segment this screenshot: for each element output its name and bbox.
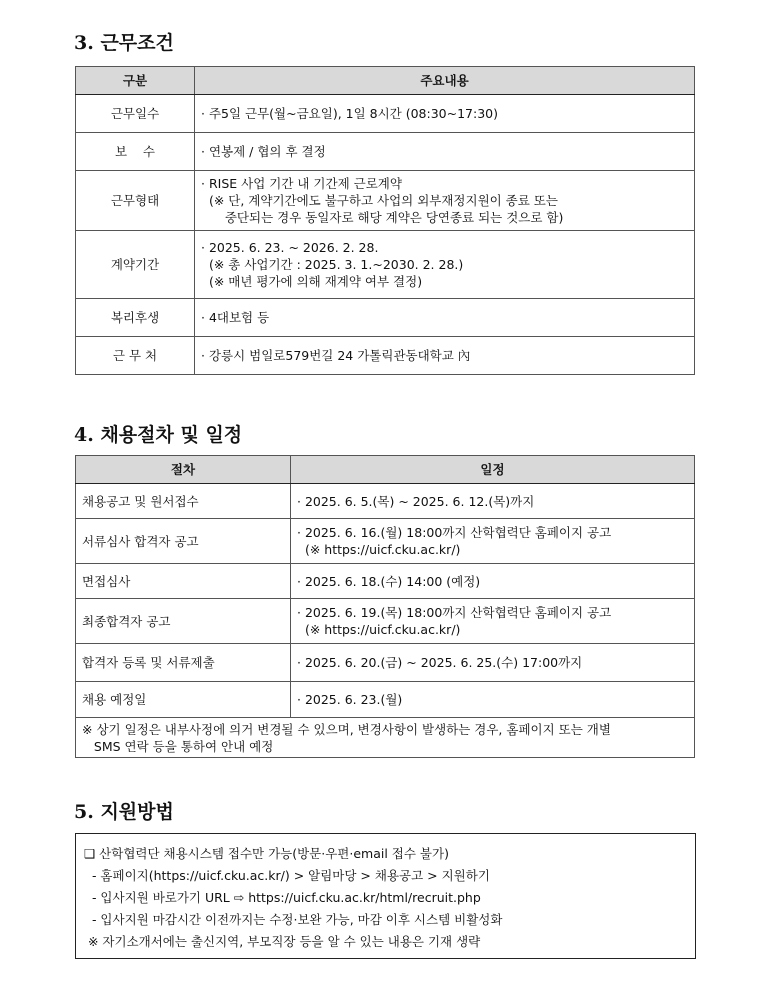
- table-row: [76, 599, 695, 644]
- row-content: · 2025. 6. 23. ~ 2026. 2. 28. (※ 총 사업기간 : 2025. 3. 1.~2030. 2. 28.) (※ 매년 평가에 의해 재계약 여부 결정): [195, 231, 695, 299]
- row-content: · 2025. 6. 20.(금) ~ 2025. 6. 25.(수) 17:00까지: [291, 644, 695, 682]
- header-schedule: 일정: [291, 456, 695, 484]
- table-row: [76, 682, 695, 718]
- application-note: ※ 자기소개서에는 출신지역, 부모직장 등을 알 수 있는 내용은 기재 생략: [84, 934, 481, 949]
- application-line: - 입사지원 마감시간 이전까지는 수정·보완 가능, 마감 이후 시스템 비활성화: [84, 912, 503, 927]
- row-content: · 2025. 6. 18.(수) 14:00 (예정): [291, 564, 695, 599]
- application-method-box: [75, 833, 696, 959]
- schedule-note-row: [76, 718, 695, 758]
- table-row: [76, 299, 695, 337]
- row-content: · 4대보험 등: [195, 299, 695, 337]
- row-content: · 강릉시 범일로579번길 24 가톨릭관동대학교 內: [195, 337, 695, 375]
- row-label: 합격자 등록 및 서류제출: [76, 644, 291, 682]
- schedule-note: ※ 상기 일정은 내부사정에 의거 변경될 수 있으며, 변경사항이 발생하는 경우, 홈페이지 또는 개별 SMS 연락 등을 통하여 안내 예정: [76, 718, 695, 758]
- row-label: 근무일수: [76, 95, 195, 133]
- table-header-row: [76, 67, 695, 95]
- table-row: [76, 484, 695, 519]
- table-row: [76, 133, 695, 171]
- row-label: 서류심사 합격자 공고: [76, 519, 291, 564]
- row-content: · 연봉제 / 협의 후 결정: [195, 133, 695, 171]
- row-label: 복리후생: [76, 299, 195, 337]
- row-label: 계약기간: [76, 231, 195, 299]
- header-category: 구분: [76, 67, 195, 95]
- work-conditions-table: [75, 66, 695, 375]
- section-5-title: 5. 지원방법: [74, 801, 174, 823]
- hiring-schedule-table: [75, 455, 695, 758]
- application-line: - 홈페이지(https://uicf.cku.ac.kr/) > 알림마당 > 채용공고 > 지원하기: [84, 868, 490, 883]
- row-label: 최종합격자 공고: [76, 599, 291, 644]
- row-content: · 2025. 6. 23.(월): [291, 682, 695, 718]
- header-procedure: 절차: [76, 456, 291, 484]
- table-row: [76, 171, 695, 231]
- table-row: [76, 644, 695, 682]
- row-label: 근무형태: [76, 171, 195, 231]
- table-header-row: [76, 456, 695, 484]
- application-line: ❑ 산학협력단 채용시스템 접수만 가능(방문·우편·email 접수 불가): [84, 846, 449, 861]
- row-content: · 주5일 근무(월~금요일), 1일 8시간 (08:30~17:30): [195, 95, 695, 133]
- table-row: [76, 337, 695, 375]
- row-content: · RISE 사업 기간 내 기간제 근로계약 (※ 단, 계약기간에도 불구하고 사업의 외부재정지원이 종료 또는 중단되는 경우 동일자로 해당 계약은 당연종료 되는 것으로 함): [195, 171, 695, 231]
- row-label: 보 수: [76, 133, 195, 171]
- row-label: 근 무 처: [76, 337, 195, 375]
- row-label: 면접심사: [76, 564, 291, 599]
- row-content: · 2025. 6. 16.(월) 18:00까지 산학협력단 홈페이지 공고 (※ https://uicf.cku.ac.kr/): [291, 519, 695, 564]
- row-label: 채용공고 및 원서접수: [76, 484, 291, 519]
- table-row: [76, 95, 695, 133]
- section-4-title: 4. 채용절차 및 일정: [74, 424, 243, 446]
- table-row: [76, 519, 695, 564]
- row-content: · 2025. 6. 5.(목) ~ 2025. 6. 12.(목)까지: [291, 484, 695, 519]
- row-label: 채용 예정일: [76, 682, 291, 718]
- table-row: [76, 231, 695, 299]
- header-content: 주요내용: [195, 67, 695, 95]
- application-line: - 입사지원 바로가기 URL ⇨ https://uicf.cku.ac.kr/html/recruit.php: [84, 890, 481, 905]
- table-row: [76, 564, 695, 599]
- section-3-title: 3. 근무조건: [74, 32, 174, 54]
- row-content: · 2025. 6. 19.(목) 18:00까지 산학협력단 홈페이지 공고 (※ https://uicf.cku.ac.kr/): [291, 599, 695, 644]
